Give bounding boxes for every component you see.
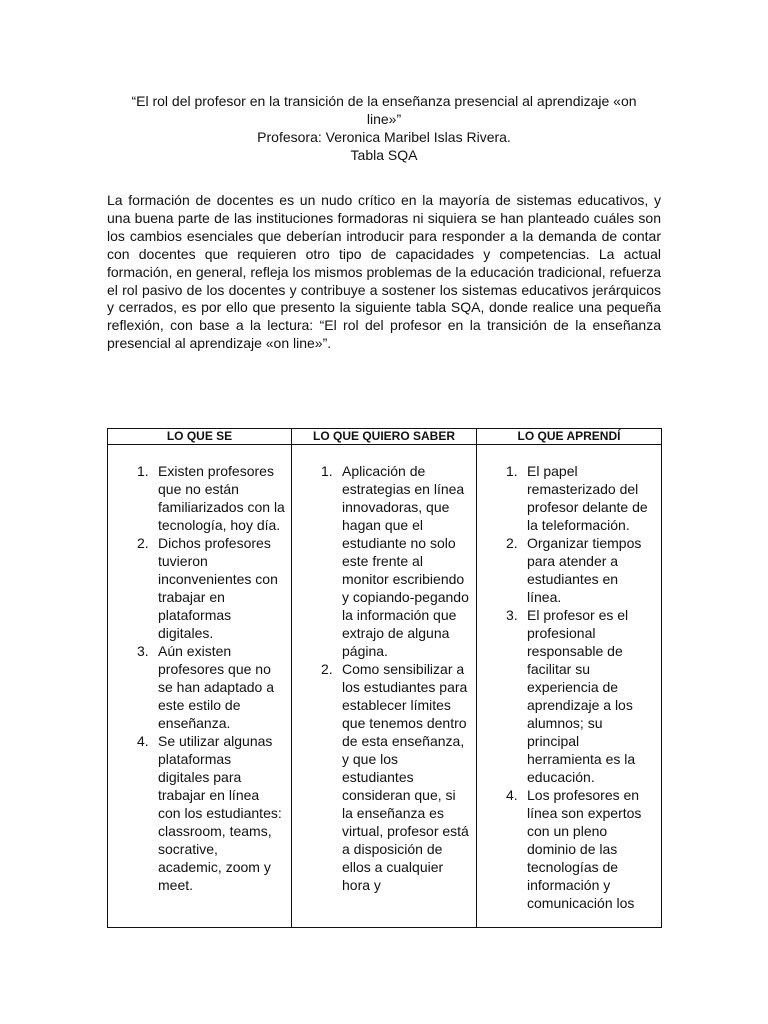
list-item: 2. Como sensibilizar a los estudiantes para establecer límites que tenemos dentro de esta enseñanza, y que los estudiantes consideran que, si la enseñanza es virtual, profesor está a disposición de ellos a cualquier hora y <box>321 661 469 893</box>
teacher-name: Profesora: Veronica Maribel Islas Rivera. <box>257 129 511 145</box>
list-item: 1. Aplicación de estrategias en línea innovadoras, que hagan que el estudiante no solo este frente al monitor escribiendo y copiando-pegando la información que extrajo de alguna página. <box>321 463 469 659</box>
column-lo-que-se <box>108 445 292 928</box>
document-header <box>106 92 662 164</box>
document-title-line-1: “El rol del profesor en la transición de la enseñanza presencial al aprendizaje «on <box>131 93 637 109</box>
sqa-table <box>107 428 662 928</box>
list-lo-que-quiero-saber <box>292 445 476 894</box>
document-subtitle: Tabla SQA <box>350 147 418 163</box>
list-item: 3. Aún existen profesores que no se han adaptado a este estilo de enseñanza. <box>137 643 274 731</box>
header-lo-que-se: LO QUE SE <box>108 429 292 445</box>
intro-paragraph: La formación de docentes es un nudo crítico en la mayoría de sistemas educativos, y una buena parte de las instituciones formadoras ni siquiera se han planteado cuáles son los cambios esenciales que deberían introducir para responder a la demanda de contar con docentes que requieren otro tipo de capacidades y competencias. La actual formación, en general, refleja los mismos problemas de la educación tradicional, refuerza el rol pasivo de los docentes y contribuye a sostener los sistemas educativos jerárquicos y cerrados, es por ello que presento la siguiente tabla SQA, donde realice una pequeña reflexión, con base a la lectura: “El rol del profesor en la transición de la enseñanza presencial al aprendizaje «on line»”. <box>107 192 661 352</box>
sqa-table-header-row <box>108 429 662 445</box>
list-item: 2. Dichos profesores tuvieron inconvenientes con trabajar en plataformas digitales. <box>137 535 278 641</box>
sqa-table-body-row <box>108 445 662 928</box>
list-item: 4. Los profesores en línea son expertos con un pleno dominio de las tecnologías de información y comunicación los <box>506 787 642 911</box>
list-item: 2. Organizar tiempos para atender a estudiantes en línea. <box>506 535 642 605</box>
list-item: 3. El profesor es el profesional responsable de facilitar su experiencia de aprendizaje a los alumnos; su principal herramienta es la educación. <box>506 607 636 785</box>
column-lo-que-quiero-saber <box>292 445 477 928</box>
list-lo-que-se <box>108 445 291 894</box>
list-item: 1. El papel remasterizado del profesor delante de la teleformación. <box>506 463 648 533</box>
header-lo-que-quiero-saber: LO QUE QUIERO SABER <box>292 429 477 445</box>
document-title-line-2: line»” <box>366 111 402 127</box>
header-lo-que-aprendi: LO QUE APRENDÍ <box>477 429 662 445</box>
list-lo-que-aprendi <box>477 445 661 912</box>
list-item: 4. Se utilizar algunas plataformas digitales para trabajar en línea con los estudiantes: classroom, teams, socrative, academic, zoom y meet. <box>137 733 282 893</box>
list-item: 1. Existen profesores que no están familiarizados con la tecnología, hoy día. <box>137 463 285 533</box>
column-lo-que-aprendi <box>477 445 662 928</box>
